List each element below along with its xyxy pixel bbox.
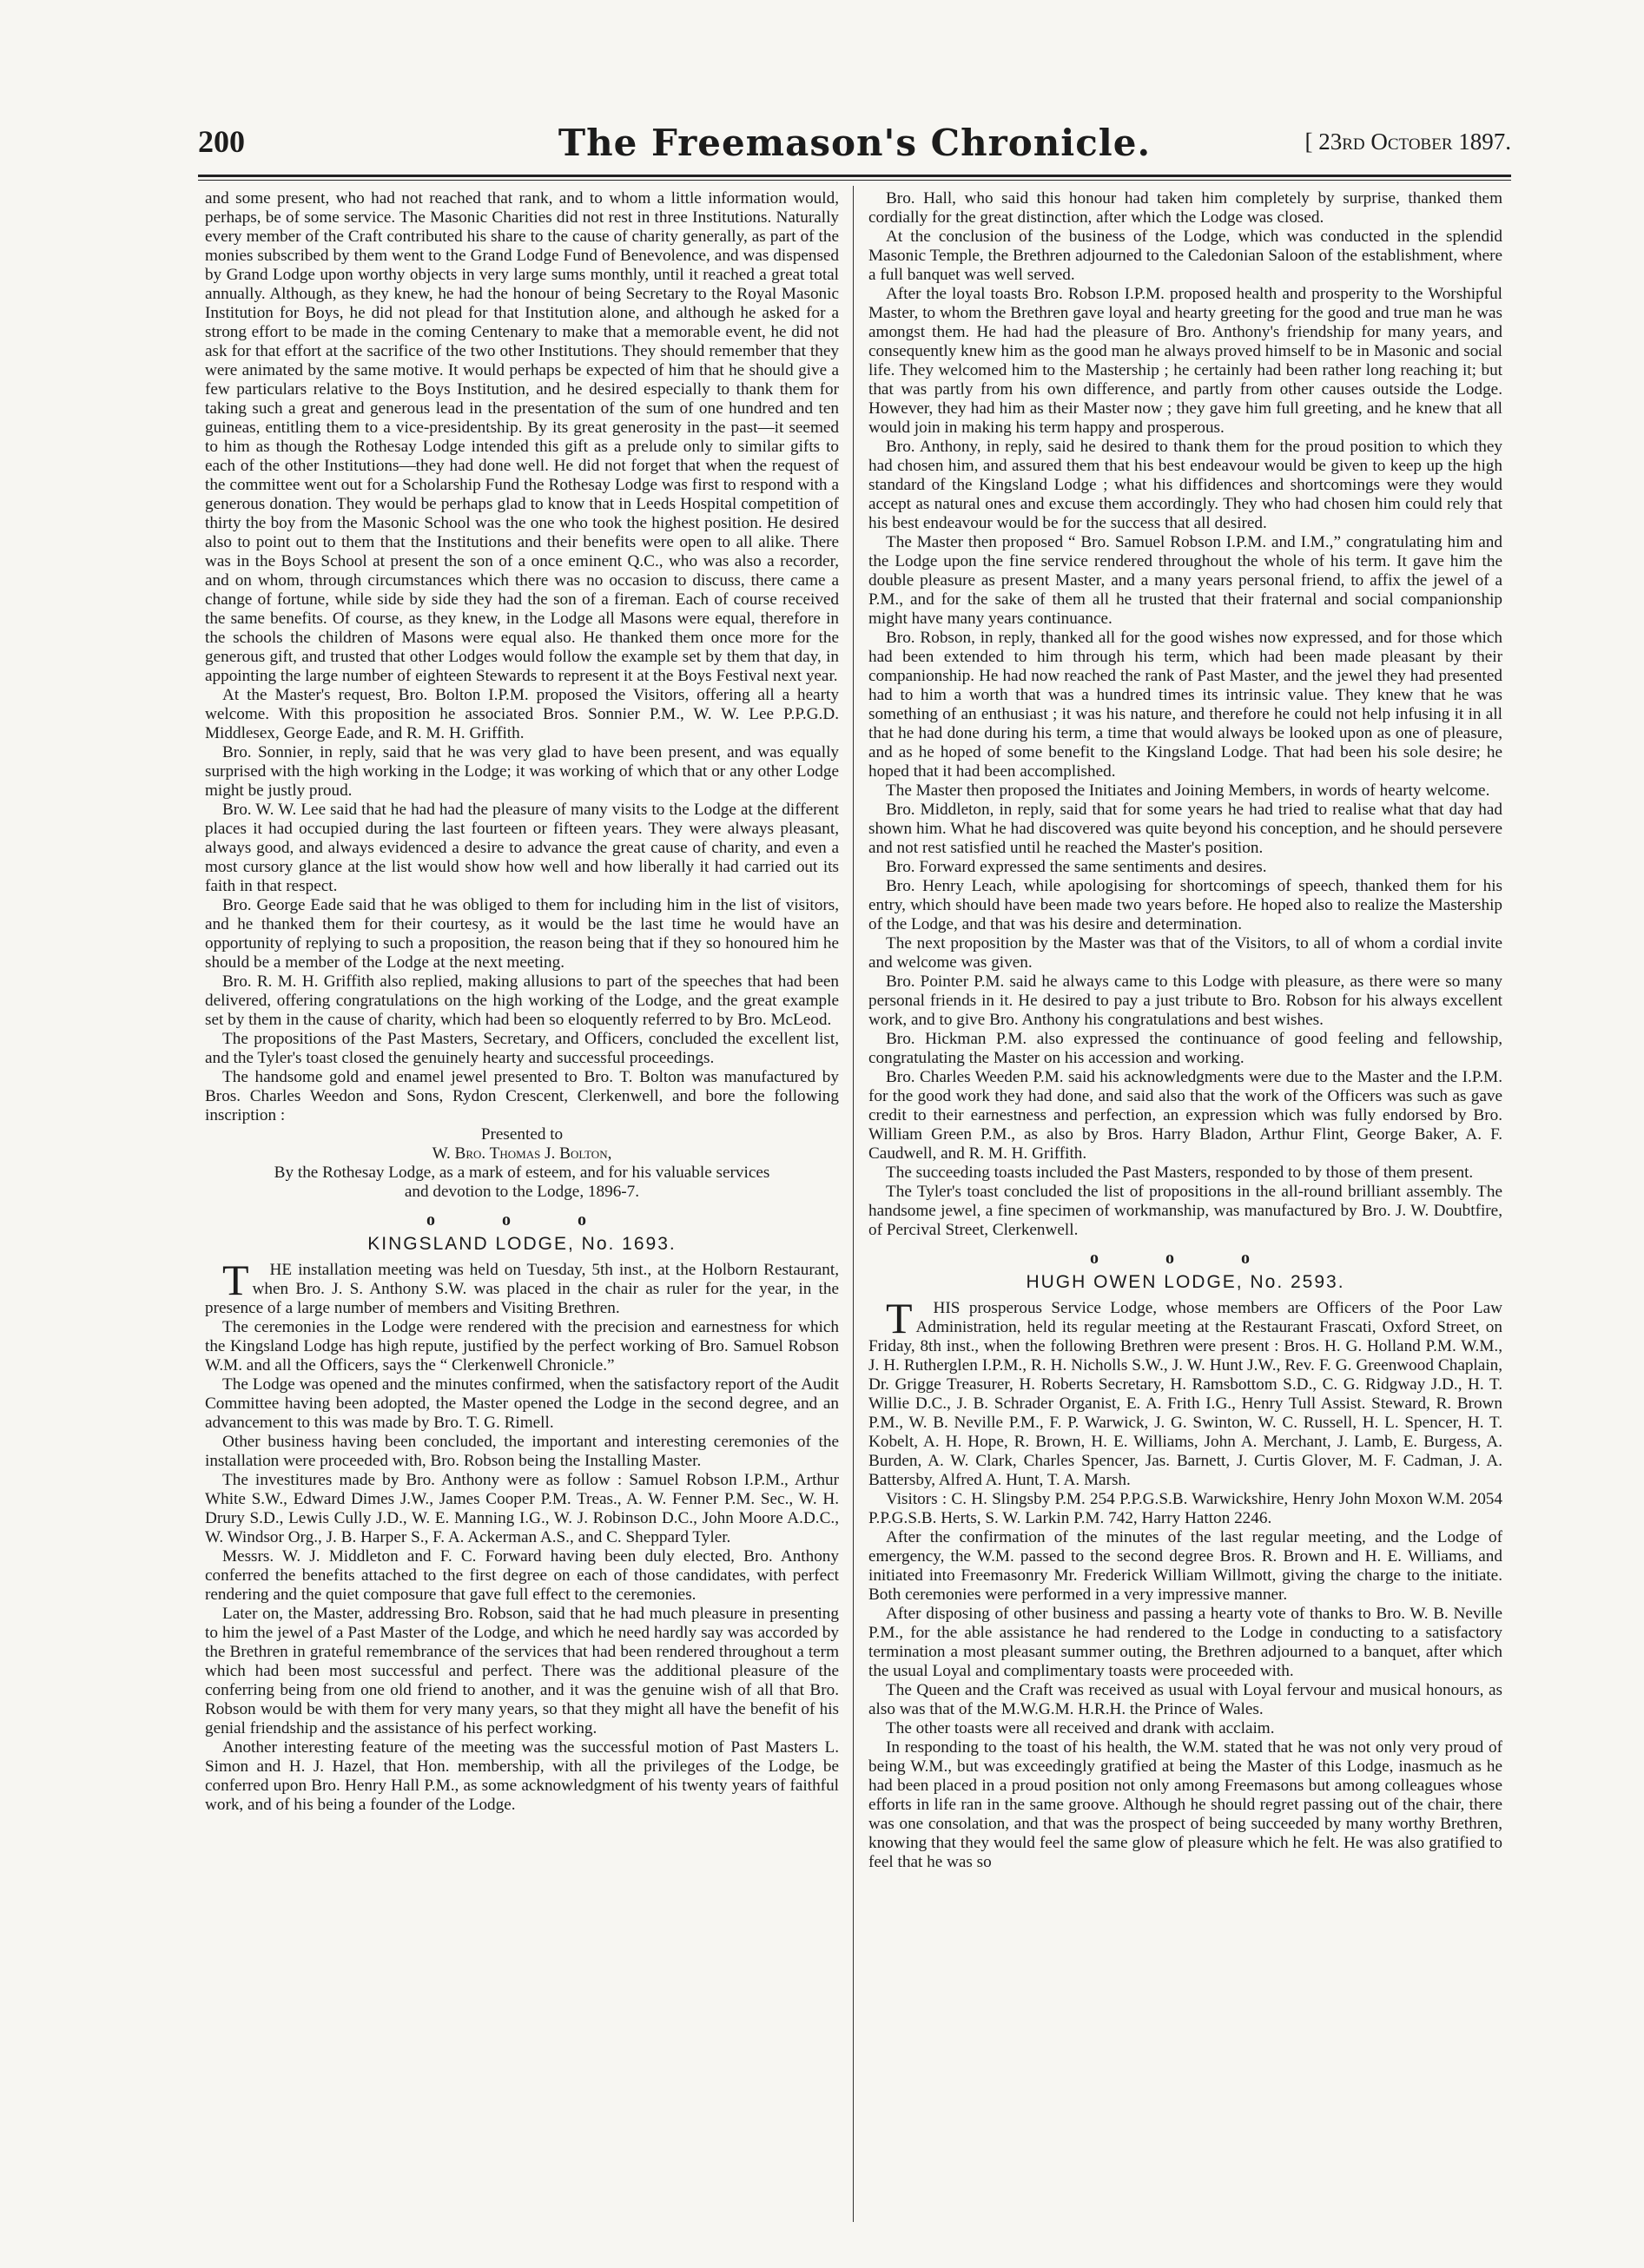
article-paragraph: The Tyler's toast concluded the list of propositions in the all-round brilliant assembly. The handsome jewel, a fine specimen of workmanship, was manufactured by Bro. J. W. Doubtfire, of Percival Street, Clerkenwell. (868, 1183, 1502, 1239)
section-separator: o o o (1090, 1249, 1281, 1268)
article-paragraph: The Queen and the Craft was received as usual with Loyal fervour and musical honours, as also was that of the M.W.G.M. H.R.H. the Prince of Wales. (868, 1681, 1502, 1718)
article-paragraph: Bro. Pointer P.M. said he always came to this Lodge with pleasure, as there were so many personal friends in it. He desired to pay a just tribute to Bro. Robson for his always excellent work, and to give Bro. Anthony his congratulations and best wishes. (868, 972, 1502, 1029)
article-paragraph: The other toasts were all received and drank with acclaim. (886, 1719, 1275, 1737)
header-rule-thin (198, 180, 1511, 181)
article-paragraph: Bro. R. M. H. Griffith also replied, making allusions to part of the speeches that had been delivered, offering congratulations on the high working of the Lodge, and the great example set by them in the cause of charity, which had been so eloquently referred to by Bro. McLeod. (205, 972, 839, 1029)
article-paragraph: At the Master's request, Bro. Bolton I.P.M. proposed the Visitors, offering all a hearty welcome. With this proposition he associated Bros. Sonnier P.M., W. W. Lee P.P.G.D. Middlesex, George Eade, and R. M. H. Griffith. (205, 686, 839, 742)
left-column (205, 189, 839, 2221)
article-paragraph: Bro. Robson, in reply, thanked all for the good wishes now expressed, and for those which had been extended to him through his term, which had been made pleasant by their companionship. He had now reached the rank of Past Master, and the jewel they had presented had to him a worth that was a hundred times its intrinsic value. They knew that he was something of an enthusiast ; it was his nature, and therefore he could not help infusing it in all that he had done during his term, a time that would always be looked upon as one of pleasure, and as he hoped of some benefit to the Kingsland Lodge. That had been his sole desire; he hoped that it had been accomplished. (868, 629, 1502, 781)
article-paragraph: The handsome gold and enamel jewel presented to Bro. T. Bolton was manufactured by Bros. Charles Weedon and Sons, Rydon Crescent, Clerkenwell, and bore the following inscription : (205, 1068, 839, 1124)
article-paragraph: The next proposition by the Master was that of the Visitors, to all of whom a cordial invite and welcome was given. (868, 934, 1502, 972)
masthead (198, 122, 1511, 177)
article-paragraph: Bro. Middleton, in reply, said that for some years he had tried to realise what that day had shown him. What he had discovered was quite beyond his conception, and he should persevere and not rest satisfied until he reached the Master's position. (868, 801, 1502, 857)
drop-cap: T (222, 1256, 249, 1304)
article-paragraph: Another interesting feature of the meeting was the successful motion of Past Masters L. Simon and H. J. Hazel, that Hon. membership, with all the privileges of the Lodge, be conferred upon Bro. Henry Hall P.M., as some acknowledgment of his twenty years of faithful work, and of his being a founder of the Lodge. (205, 1738, 839, 1814)
section-first-paragraph (205, 1256, 839, 1318)
first-paragraph-text: HE installation meeting was held on Tuesday, 5th inst., at the Holborn Restaurant, when Bro. J. S. Anthony S.W. was placed in the chair as ruler for the year, in the presence of a large number of members and Visiting Brethren. (205, 1261, 839, 1317)
article-paragraph: Bro. Sonnier, in reply, said that he was very glad to have been present, and was equally surprised with the high working in the Lodge; it was working of which that or any other Lodge might be justly proud. (205, 743, 839, 800)
article-paragraph: Bro. Anthony, in reply, said he desired to thank them for the proud position to which they had chosen him, and assured them that his best endeavour would be given to keep up the high standard of the Kingsland Lodge ; what his diffidences and shortcomings were they would accept as natural ones and excuse them accordingly. They who had chosen him could rely that his best endeavour would be for the success that all desired. (868, 438, 1502, 532)
article-paragraph: Bro. Hall, who said this honour had taken him completely by surprise, thanked them cordially for the great distinction, after which the Lodge was closed. (868, 189, 1502, 227)
article-paragraph: Bro. W. W. Lee said that he had had the pleasure of many visits to the Lodge at the different places it had occupied during the last fourteen or fifteen years. They were always pleasant, always good, and always evidenced a desire to advance the great cause of charity, and even a most cursory glance at the list would show how well and how liberally it had carried out its faith in that respect. (205, 801, 839, 895)
newspaper-title: The Freemason's Chronicle. (558, 122, 1152, 164)
article-paragraph: The Master then proposed the Initiates and Joining Members, in words of hearty welcome. (886, 781, 1490, 800)
article-paragraph: The ceremonies in the Lodge were rendered with the precision and earnestness for which the Kingsland Lodge has high repute, justified by the perfect working of Bro. Samuel Robson W.M. and all the Officers, says the “ Clerkenwell Chronicle.” (205, 1318, 839, 1375)
column-separator (853, 186, 854, 2222)
header-rule (198, 175, 1511, 177)
drop-cap: T (886, 1294, 913, 1342)
article-paragraph: The Master then proposed “ Bro. Samuel Robson I.P.M. and I.M.,” congratulating him and the Lodge upon the fine service rendered throughout the whole of his term. It gave him the double pleasure as present Master, and a many years personal friend, to affix the jewel of a P.M., and for the sake of them all he trusted that their fraternal and social companionship might have many years continuance. (868, 533, 1502, 628)
article-paragraph: After disposing of other business and passing a hearty vote of thanks to Bro. W. B. Neville P.M., for the able assistance he had rendered to the Lodge in conducting to a satisfactory termination a most pleasant summer outing, the Brethren adjourned to a banquet, after which the usual Loyal and complimentary toasts were proceeded with. (868, 1605, 1502, 1680)
issue-date: [ 23rd October 1897. (1304, 129, 1511, 155)
inscription-line: W. Bro. Thomas J. Bolton, (432, 1144, 612, 1163)
section-heading: HUGH OWEN LODGE, No. 2593. (1026, 1272, 1345, 1292)
article-paragraph: Bro. George Eade said that he was obliged to them for including him in the list of visitors, and he thanked them for their courtesy, as it would be the last time he would have an opportunity of replying to such a proposition, the reason being that if they so honoured him he should be a member of the Lodge at the next meeting. (205, 896, 839, 972)
article-paragraph: The propositions of the Past Masters, Secretary, and Officers, concluded the excellent list, and the Tyler's toast closed the genuinely hearty and successful proceedings. (205, 1030, 839, 1067)
article-paragraph: After the confirmation of the minutes of the last regular meeting, and the Lodge of emergency, the W.M. passed to the second degree Bros. R. Brown and H. E. Williams, and initiated into Freemasonry Mr. Frederick William Willmott, giving the charge to the initiate. Both ceremonies were performed in a very impressive manner. (868, 1528, 1502, 1604)
page-number: 200 (198, 124, 245, 159)
article-paragraph: Bro. Charles Weeden P.M. said his acknowledgments were due to the Master and the I.P.M. for the good work they had done, and said also that the work of the Officers was such as gave credit to their earnestness and perfection, an expression which was fully endorsed by Bro. William Green P.M., as also by Bros. Harry Bladon, Arthur Flint, George Baker, A. F. Caudwell, and R. M. H. Griffith. (868, 1068, 1502, 1163)
inscription-line: By the Rothesay Lodge, as a mark of esteem, and for his valuable services (274, 1164, 770, 1182)
article-paragraph: Bro. Henry Leach, while apologising for shortcomings of speech, thanked them for his entry, which should have been made two years before. He hoped also to realize the Mastership of the Lodge, and that was his desire and determination. (868, 877, 1502, 933)
section-heading: KINGSLAND LODGE, No. 1693. (367, 1234, 677, 1254)
article-paragraph: The succeeding toasts included the Past Masters, responded to by those of them present. (886, 1164, 1474, 1182)
article-paragraph: Bro. Forward expressed the same sentiments and desires. (886, 858, 1267, 876)
article-paragraph: Visitors : C. H. Slingsby P.M. 254 P.P.G.S.B. Warwickshire, Henry John Moxon W.M. 2054 P.P.G.S.B. Herts, S. W. Larkin P.M. 742, Harry Hatton 2246. (868, 1490, 1502, 1527)
inscription-line: Presented to (480, 1125, 564, 1144)
article-paragraph: and some present, who had not reached that rank, and to whom a little information would, perhaps, be of some service. The Masonic Charities did not rest in three Institutions. Naturally every member of the Craft contributed his share to the cause of charity generally, as part of the monies subscribed by them went to the Grand Lodge Fund of Benevolence, and was dispensed by Grand Lodge upon worthy objects in very large sums monthly, until it reached a great total annually. Although, as they knew, he had the honour of being Secretary to the Royal Masonic Institution for Boys, he did not plead for that Institution alone, and although he asked for a strong effort to be made in the coming Centenary to make that a memorable event, he did not ask for that effort at the sacrifice of the two other Institutions. They should remember that they were animated by the same motive. It would perhaps be expected of him that he should give a few particulars relative to the Boys Institution, and he desired especially to thank them for taking such a great and generous lead in the presentation of the sum of one hundred and ten guineas, entitling them to a vice-presidentship. By its great generosity in the past—it seemed to him as though the Rothesay Lodge intended this gift as a prelude only to similar gifts to each of the other Institutions—they had done well. He did not forget that when the request of the committee went out for a Scholarship Fund the Rothesay Lodge was first to respond with a generous donation. They would be perhaps glad to know that in Leeds Hospital competition of thirty the boy from the Masonic School was the one who took the highest position. He desired also to point out to them that the Institutions and their benefits were open to all alike. There was in the Boys School at present the son of a once eminent Q.C., who was also a recorder, and on whom, through circumstances which there was no occasion to discuss, there came a change of fortune, while side by side they had the son of a fireman. Each of course received the same benefits. Of course, as they knew, in the Lodge all Masons were equal, therefore in the schools the children of Masons were equal also. He thanked them once more for the generous gift, and trusted that other Lodges would follow the example set by them that day, in appointing the large number of eighteen Stewards to represent it at the Boys Festival next year. (205, 189, 839, 685)
right-column (868, 189, 1502, 2221)
section-separator: o o o (426, 1210, 617, 1230)
article-paragraph: Other business having been concluded, the important and interesting ceremonies of the installation were proceeded with, Bro. Robson being the Installing Master. (205, 1433, 839, 1470)
article-paragraph: At the conclusion of the business of the Lodge, which was conducted in the splendid Masonic Temple, the Brethren adjourned to the Caledonian Saloon of the establishment, where a full banquet was well served. (868, 227, 1502, 284)
article-paragraph: Bro. Hickman P.M. also expressed the continuance of good feeling and fellowship, congratulating the Master on his accession and working. (868, 1030, 1502, 1067)
article-paragraph: Later on, the Master, addressing Bro. Robson, said that he had much pleasure in presenting to him the jewel of a Past Master of the Lodge, and which he need hardly say was accorded by the Brethren in grateful remembrance of the services that had been rendered throughout a term which had been most successful and perfect. There was the additional pleasure of the conferring being from one old friend to another, and it was the genuine wish of all that Bro. Robson would be with them for very many years, so that they might all have the benefit of his genial friendship and the assistance of his perfect working. (205, 1605, 839, 1737)
inscription-line: and devotion to the Lodge, 1896-7. (404, 1183, 640, 1201)
article-paragraph: In responding to the toast of his health, the W.M. stated that he was not only very proud of being W.M., but was exceedingly gratified at being the Master of this Lodge, inasmuch as he had been placed in a proud position not only among Freemasons but among colleagues whose efforts in life ran in the same groove. Although he should regret passing out of the chair, there was one consolation, and that was the prospect of being succeeded by many worthy Brethren, knowing that they would feel the same glow of pleasure which he felt. He was also gratified to feel that he was so (868, 1738, 1502, 1871)
article-paragraph: The Lodge was opened and the minutes confirmed, when the satisfactory report of the Audit Committee having been adopted, the Master opened the Lodge in the second degree, and an advancement to this was made by Bro. T. G. Rimell. (205, 1375, 839, 1432)
article-paragraph: Messrs. W. J. Middleton and F. C. Forward having been duly elected, Bro. Anthony conferred the benefits attached to the first degree on each of those candidates, with perfect rendering and the quiet composure that gave full effect to the ceremonies. (205, 1547, 839, 1604)
first-paragraph-text: HIS prosperous Service Lodge, whose members are Officers of the Poor Law Administration, held its regular meeting at the Restaurant Frascati, Oxford Street, on Friday, 8th inst., when the following Brethren were present : Bros. H. G. Holland P.M. W.M., J. H. Rutherglen I.P.M., R. H. Nicholls S.W., J. W. Hunt J.W., Rev. F. G. Greenwood Chaplain, Dr. Grigge Treasurer, H. Roberts Secretary, H. Ramsbottom S.D., C. G. Ridgway J.D., H. T. Willie D.C., J. B. Schrader Organist, E. A. Frith I.G., Henry Tull Assist. Steward, R. Brown P.M., W. B. Neville P.M., F. P. Warwick, J. G. Swinton, W. C. Russell, H. L. Spencer, H. T. Kobelt, A. H. Hope, R. Brown, H. E. Williams, John A. Merchant, J. Lamb, E. Burgess, A. Burden, A. W. Clark, Charles Spencer, Jas. Barnett, J. Curtis Glover, M. F. Cadman, J. A. Battersby, Alfred A. Hunt, T. A. Marsh. (868, 1299, 1502, 1489)
section-first-paragraph (868, 1294, 1502, 1490)
article-paragraph: After the loyal toasts Bro. Robson I.P.M. proposed health and prosperity to the Worshipful Master, to whom the Brethren gave loyal and hearty greeting for the good and true man he was amongst them. He had had the pleasure of Bro. Anthony's friendship for many years, and consequently knew him as the good man he always proved himself to be in Masonic and social life. They welcomed him to the Mastership ; he certainly had been rather long reaching it; but that was partly from his own difference, and partly from other causes outside the Lodge. However, they had him as their Master now ; they gave him full greeting, and he knew that all would join in making his term happy and prosperous. (868, 285, 1502, 437)
article-paragraph: The investitures made by Bro. Anthony were as follow : Samuel Robson I.P.M., Arthur White S.W., Edward Dimes J.W., James Cooper P.M. Treas., A. W. Fenner P.M. Sec., W. H. Drury S.D., Lewis Cully J.D., W. E. Manning I.G., W. J. Robinson D.C., John Moore A.D.C., W. Windsor Org., J. B. Harper S., F. A. Ackerman A.S., and C. Sheppard Tyler. (205, 1471, 839, 1546)
